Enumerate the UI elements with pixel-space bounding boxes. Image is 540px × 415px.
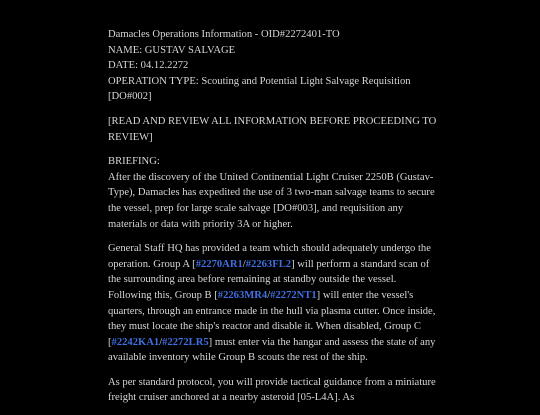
group-c-member-link[interactable]: #2272LR5 [162,336,209,348]
briefing-heading: BRIEFING: [108,156,160,168]
review-notice: [READ AND REVIEW ALL INFORMATION BEFORE PROCEEDING TO REVIEW] [108,115,437,143]
operation-type: OPERATION TYPE: Scouting and Potential Light Salvage Requisition [DO#002] [108,75,411,103]
group-b-member-link[interactable]: #2272NT1 [270,289,317,301]
operation-date: DATE: 04.12.2272 [108,60,189,72]
groups-text: ] must enter via the hangar and assess the state of any available inventory while Group B scouts the rest of the ship. [108,336,436,364]
group-a-member-link[interactable]: #2263FL2 [245,258,292,270]
groups-text: ] will enter the vessel's quarters, through an entrance made in the hull via plasma cutter. Once inside, they must locate the ship's reactor and disable it. When disabled, Group C [ [108,289,436,348]
groups-text: General Staff HQ has provided a team which should adequately undergo the operation. Group A [ [108,243,431,270]
groups-text: ] will perform a standard scan of the surrounding area before remaining at standby outside the vessel. Following this, Group B [ [108,258,430,301]
groups-text: / [242,258,246,270]
document-title: Damacles Operations Information - OID#2272401-TO [108,29,340,40]
protocol-paragraph: As per standard protocol, you will provide tactical guidance from a miniature freight cruiser anchored at a nearby asteroid [05-L4A]. As [108,376,436,404]
briefing-section [108,154,438,232]
groups-paragraph [108,241,438,366]
group-a-member-link[interactable]: #2270AR1 [195,258,243,270]
briefing-text: After the discovery of the United Continential Light Cruiser 2250B (Gustav-Type), Damacles has expedited the use of 3 two-man salvage teams to secure the vessel, prep for large scale salvage [DO#003], and requisition any materials or data with priority 3A or higher. [108,171,435,230]
document-header [108,27,438,105]
group-c-member-link[interactable]: #2242KA1 [111,336,160,348]
groups-text: / [159,336,163,348]
group-b-member-link[interactable]: #2263MR4 [217,289,268,301]
groups-text: / [267,289,271,301]
operator-name: NAME: GUSTAV SALVAGE [108,44,236,56]
operations-document [108,27,438,415]
